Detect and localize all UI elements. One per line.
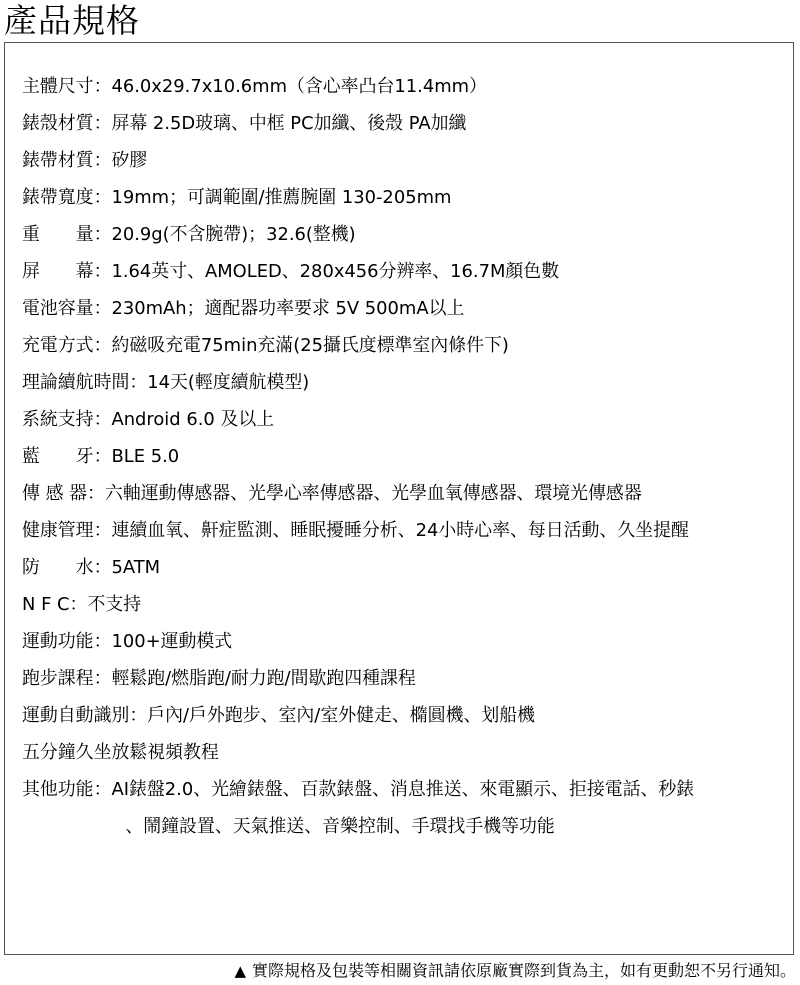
spec-label: 錶帶寬度	[22, 187, 94, 208]
spec-row-other	[22, 775, 787, 812]
spec-separator: ：	[69, 594, 88, 615]
spec-label: 防 水	[22, 557, 94, 578]
spec-label: 錶殼材質	[22, 113, 94, 134]
spec-separator: ：	[93, 446, 112, 467]
spec-row-case-material	[22, 109, 787, 146]
spec-row-size	[22, 72, 787, 109]
spec-separator: ：	[93, 335, 112, 356]
spec-row-strap-material	[22, 146, 787, 183]
spec-row-bluetooth	[22, 442, 787, 479]
spec-label: 藍 牙	[22, 446, 94, 467]
spec-separator: ：	[93, 298, 112, 319]
spec-value: 20.9g(不含腕帶)；32.6(整機)	[111, 224, 356, 245]
spec-row-sports	[22, 627, 787, 664]
spec-label: 健康管理	[22, 520, 94, 541]
spec-label: 其他功能	[22, 779, 94, 800]
footer-text: 實際規格及包裝等相關資訊請依原廠實際到貨為主，如有更動恕不另行通知。	[251, 961, 796, 980]
spec-label: 重 量	[22, 224, 94, 245]
spec-row-sensors	[22, 479, 787, 516]
spec-value: 屏幕 2.5D玻璃、中框 PC加纖、後殼 PA加纖	[111, 113, 467, 134]
spec-row-endurance	[22, 368, 787, 405]
spec-label: 理論續航時間	[22, 372, 130, 393]
spec-value: 14天(輕度續航模型)	[147, 372, 310, 393]
spec-label: 運動功能	[22, 631, 94, 652]
spec-separator: ：	[93, 150, 112, 171]
spec-separator: ：	[93, 187, 112, 208]
spec-separator: ：	[93, 520, 112, 541]
spec-value: 、鬧鐘設置、天氣推送、音樂控制、手環找手機等功能	[125, 816, 555, 837]
page-title: 產品規格	[4, 1, 140, 40]
spec-row-nfc	[22, 590, 787, 627]
spec-row-waterproof	[22, 553, 787, 590]
spec-label: 系統支持	[22, 409, 94, 430]
spec-label: 錶帶材質	[22, 150, 94, 171]
spec-row-health	[22, 516, 787, 553]
spec-value: 46.0x29.7x10.6mm（含心率凸台11.4mm）	[111, 76, 487, 97]
spec-value: AI錶盤2.0、光繪錶盤、百款錶盤、消息推送、來電顯示、拒接電話、秒錶	[111, 779, 695, 800]
spec-value: 連續血氧、鼾症監測、睡眠擾睡分析、24小時心率、每日活動、久坐提醒	[111, 520, 689, 541]
spec-label: 跑步課程	[22, 668, 94, 689]
spec-value: Android 6.0 及以上	[111, 409, 275, 430]
spec-label: 傳 感 器	[22, 483, 88, 504]
spec-separator: ：	[87, 483, 105, 504]
spec-separator: ：	[93, 224, 112, 245]
spec-value: 100+運動模式	[111, 631, 233, 652]
spec-row-video-tutorial	[22, 738, 787, 775]
spec-label: 充電方式	[22, 335, 94, 356]
spec-row-strap-width	[22, 183, 787, 220]
spec-value: 不支持	[87, 594, 142, 615]
spec-separator: ：	[129, 372, 148, 393]
spec-value: 約磁吸充電75min充滿(25攝氏度標準室內條件下)	[111, 335, 509, 356]
spec-row-other-continuation	[22, 812, 787, 849]
spec-value: 戶內/戶外跑步、室內/室外健走、橢圓機、划船機	[147, 705, 536, 726]
spec-separator: ：	[93, 779, 112, 800]
spec-value: 六軸運動傳感器、光學心率傳感器、光學血氧傳感器、環境光傳感器	[104, 483, 642, 504]
spec-separator: ：	[93, 76, 112, 97]
spec-separator: ：	[93, 668, 112, 689]
spec-label: 電池容量	[22, 298, 94, 319]
spec-list	[22, 72, 792, 849]
spec-value: 5ATM	[111, 557, 161, 578]
spec-separator: ：	[129, 705, 148, 726]
spec-label: 主體尺寸	[22, 76, 94, 97]
triangle-icon: ▲	[234, 962, 246, 980]
spec-label: 五分鐘久坐放鬆視頻教程	[22, 742, 219, 763]
spec-value: 230mAh；適配器功率要求 5V 500mA以上	[111, 298, 465, 319]
spec-row-weight	[22, 220, 787, 257]
spec-row-auto-detect	[22, 701, 787, 738]
spec-label: 運動自動識別	[22, 705, 130, 726]
spec-value: 1.64英寸、AMOLED、280x456分辨率、16.7M顏色數	[111, 261, 560, 282]
footer-note	[234, 957, 796, 985]
spec-label: N F C	[22, 594, 70, 615]
spec-value: 19mm；可調範圍/推薦腕圍 130-205mm	[111, 187, 452, 208]
spec-separator: ：	[93, 113, 112, 134]
spec-separator: ：	[93, 409, 112, 430]
spec-value: BLE 5.0	[111, 446, 180, 467]
spec-separator: ：	[93, 261, 112, 282]
spec-row-charging	[22, 331, 787, 368]
spec-separator: ：	[93, 557, 112, 578]
spec-row-system	[22, 405, 787, 442]
spec-value: 矽膠	[111, 150, 148, 171]
spec-label: 屏 幕	[22, 261, 94, 282]
spec-row-running-courses	[22, 664, 787, 701]
spec-row-battery	[22, 294, 787, 331]
spec-separator: ：	[93, 631, 112, 652]
spec-row-screen	[22, 257, 787, 294]
spec-value: 輕鬆跑/燃脂跑/耐力跑/間歇跑四種課程	[111, 668, 416, 689]
